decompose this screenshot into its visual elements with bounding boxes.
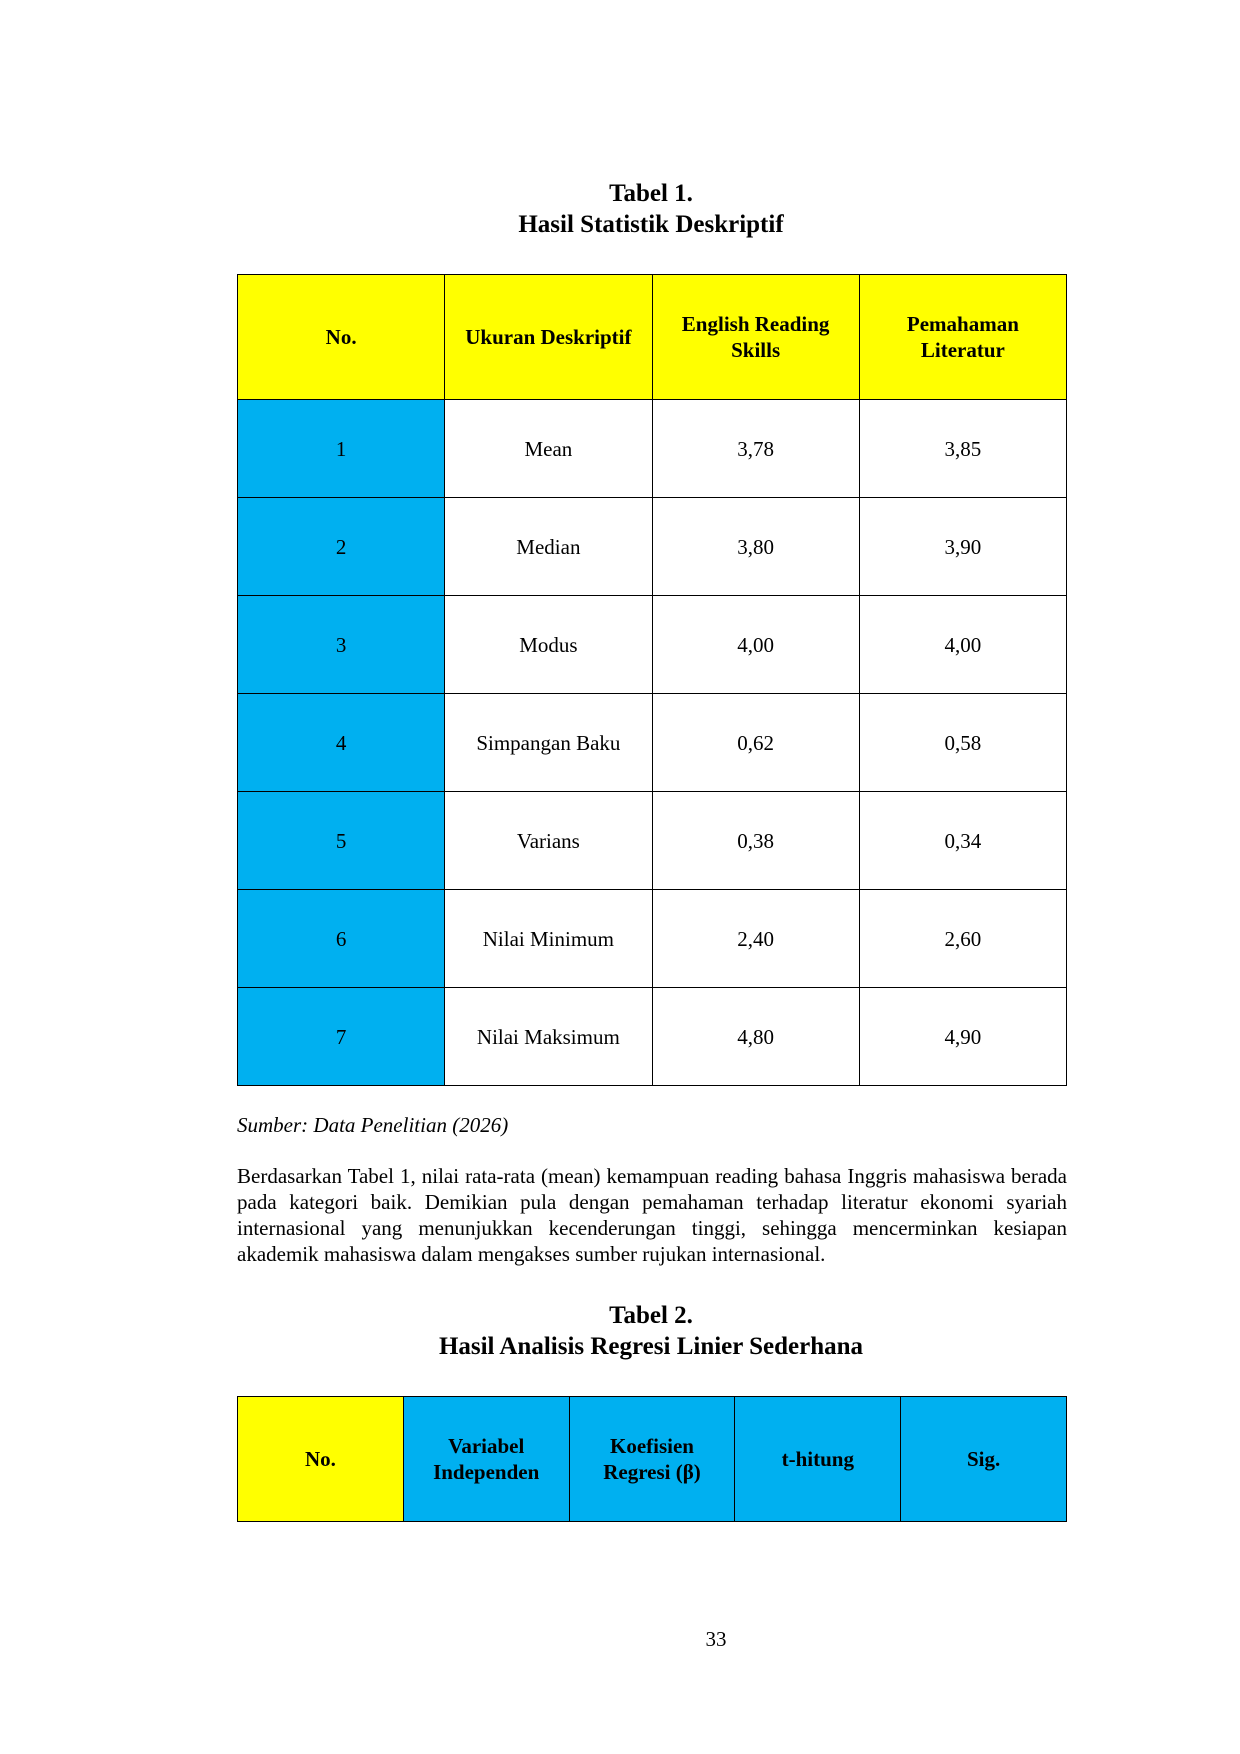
literature-value: 3,85	[859, 400, 1066, 498]
descriptive-statistics-table	[237, 274, 1067, 1086]
measure-name: Varians	[445, 792, 652, 890]
literature-value: 4,00	[859, 596, 1066, 694]
literature-value: 2,60	[859, 890, 1066, 988]
row-number: 5	[238, 792, 445, 890]
literature-value: 0,58	[859, 694, 1066, 792]
literature-value: 0,34	[859, 792, 1066, 890]
table-row	[238, 498, 1067, 596]
english-reading-value: 4,80	[652, 988, 859, 1086]
row-number: 3	[238, 596, 445, 694]
row-number: 1	[238, 400, 445, 498]
table2-label: Tabel 2.	[609, 1302, 693, 1329]
english-reading-value: 0,38	[652, 792, 859, 890]
row-number: 4	[238, 694, 445, 792]
table2-header-row	[238, 1397, 1067, 1522]
row-number: 7	[238, 988, 445, 1086]
table-row	[238, 596, 1067, 694]
table-row	[238, 400, 1067, 498]
literature-value: 4,90	[859, 988, 1066, 1086]
measure-name: Simpangan Baku	[445, 694, 652, 792]
measure-name: Modus	[445, 596, 652, 694]
table1-title: Hasil Statistik Deskriptif	[518, 211, 784, 238]
english-reading-value: 3,80	[652, 498, 859, 596]
table-row	[238, 694, 1067, 792]
table2-header-t-value: t-hitung	[735, 1397, 901, 1522]
table1-source-note: Sumber: Data Penelitian (2026)	[237, 1113, 509, 1137]
measure-name: Median	[445, 498, 652, 596]
measure-name: Nilai Maksimum	[445, 988, 652, 1086]
table1-header-measure: Ukuran Deskriptif	[445, 275, 652, 400]
regression-table	[237, 1396, 1067, 1522]
table2-title: Hasil Analisis Regresi Linier Sederhana	[438, 1333, 864, 1360]
table2-header-variable: Variabel Independen	[403, 1397, 569, 1522]
table1-header-row	[238, 275, 1067, 400]
table1-header-english-reading: English Reading Skills	[652, 275, 859, 400]
table1-header-literature: Pemahaman Literatur	[859, 275, 1066, 400]
table1-label: Tabel 1.	[609, 180, 693, 207]
measure-name: Mean	[445, 400, 652, 498]
row-number: 2	[238, 498, 445, 596]
english-reading-value: 0,62	[652, 694, 859, 792]
english-reading-value: 2,40	[652, 890, 859, 988]
table2-header-no: No.	[238, 1397, 404, 1522]
table2-header-coefficient: Koefisien Regresi (β)	[569, 1397, 735, 1522]
english-reading-value: 4,00	[652, 596, 859, 694]
literature-value: 3,90	[859, 498, 1066, 596]
english-reading-value: 3,78	[652, 400, 859, 498]
table-row	[238, 890, 1067, 988]
table-row	[238, 988, 1067, 1086]
row-number: 6	[238, 890, 445, 988]
table2-header-sig: Sig.	[901, 1397, 1067, 1522]
body-paragraph: Berdasarkan Tabel 1, nilai rata-rata (mean) kemampuan reading bahasa Inggris mahasiswa berada pada kategori baik. Demikian pula dengan pemahaman terhadap literatur ekonomi syariah internasional yang menunjukkan kecenderungan tinggi, sehingga mencerminkan kesiapan akademik mahasiswa dalam mengakses sumber rujukan internasional.	[237, 1164, 1067, 1266]
table-row	[238, 792, 1067, 890]
measure-name: Nilai Minimum	[445, 890, 652, 988]
table1-header-no: No.	[238, 275, 445, 400]
page-number: 33	[705, 1627, 727, 1651]
